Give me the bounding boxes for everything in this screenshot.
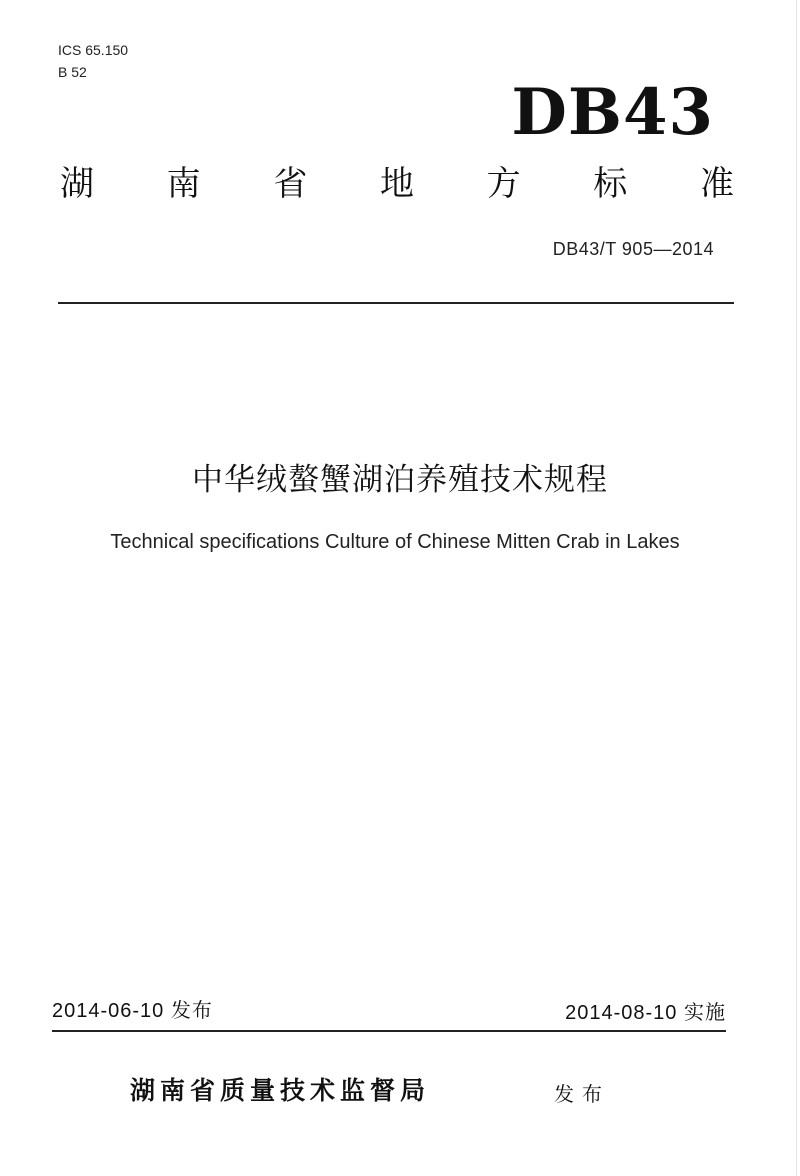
issue-date: 2014-06-10 发布	[52, 1000, 213, 1022]
standard-type-char: 湖	[60, 164, 94, 204]
standard-type-char: 南	[166, 164, 201, 204]
ccs-code: B 52	[58, 64, 87, 80]
issuing-action: 发布	[554, 1082, 610, 1106]
standard-type-char: 地	[379, 164, 414, 204]
issuing-authority: 湖南省质量技术监督局	[130, 1076, 431, 1105]
header-divider	[58, 302, 734, 304]
document-title-english: Technical specifications Culture of Chinese Mitten Crab in Lakes	[110, 531, 680, 553]
standard-type-char: 省	[273, 164, 308, 204]
document-title-chinese: 中华绒螯蟹湖泊养殖技术规程	[192, 462, 608, 498]
standard-number: DB43/T 905—2014	[552, 239, 714, 259]
implementation-date: 2014-08-10 实施	[565, 1002, 726, 1024]
standard-type-heading	[60, 162, 734, 206]
scan-edge-line	[796, 0, 797, 1176]
standard-code-logo: DB43	[511, 75, 714, 150]
standard-type-char: 方	[486, 164, 521, 204]
standard-type-char: 标	[593, 164, 628, 204]
footer-divider	[52, 1030, 726, 1032]
standard-type-char: 准	[699, 164, 734, 204]
ics-code: ICS 65.150	[58, 42, 129, 58]
